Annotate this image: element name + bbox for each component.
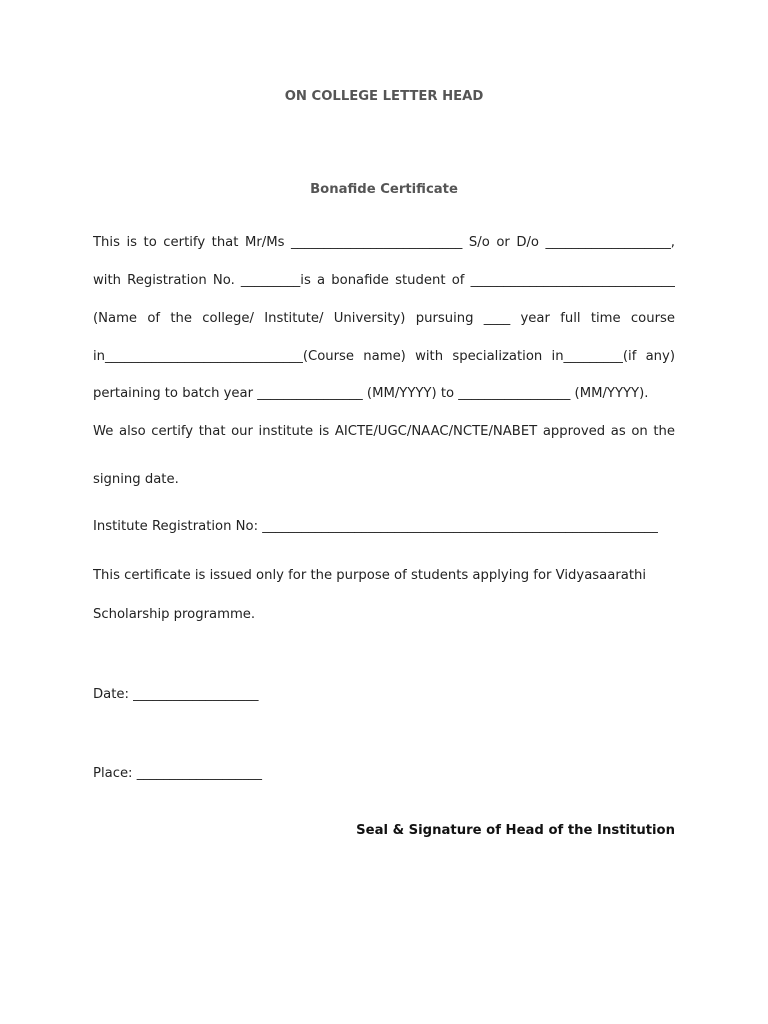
body-line-4: in______________________________(Course name) with specialization in_________(if any) <box>93 349 675 364</box>
institute-registration-line: Institute Registration No: ____________________________________________________________ <box>93 519 658 534</box>
purpose-line-2: Scholarship programme. <box>93 607 256 622</box>
body-line-7: signing date. <box>93 472 179 487</box>
letterhead-heading: ON COLLEGE LETTER HEAD <box>284 89 484 104</box>
body-line-3: (Name of the college/ Institute/ University) pursuing ____ year full time course <box>93 311 675 326</box>
body-line-1: This is to certify that Mr/Ms __________________________ S/o or D/o ___________________, <box>93 235 675 250</box>
body-line-2: with Registration No. _________is a bonafide student of _______________________________ <box>93 273 675 288</box>
seal-signature-label: Seal & Signature of Head of the Institution <box>356 823 675 838</box>
date-line: Date: ___________________ <box>93 687 259 702</box>
purpose-line-1: This certificate is issued only for the purpose of students applying for Vidyasaarathi <box>93 568 647 583</box>
body-line-6: We also certify that our institute is AICTE/UGC/NAAC/NCTE/NABET approved as on the <box>93 424 675 439</box>
place-line: Place: ___________________ <box>93 766 262 781</box>
certificate-title: Bonafide Certificate <box>310 182 458 197</box>
body-line-5: pertaining to batch year ________________ (MM/YYYY) to _________________ (MM/YYYY). <box>93 386 649 401</box>
